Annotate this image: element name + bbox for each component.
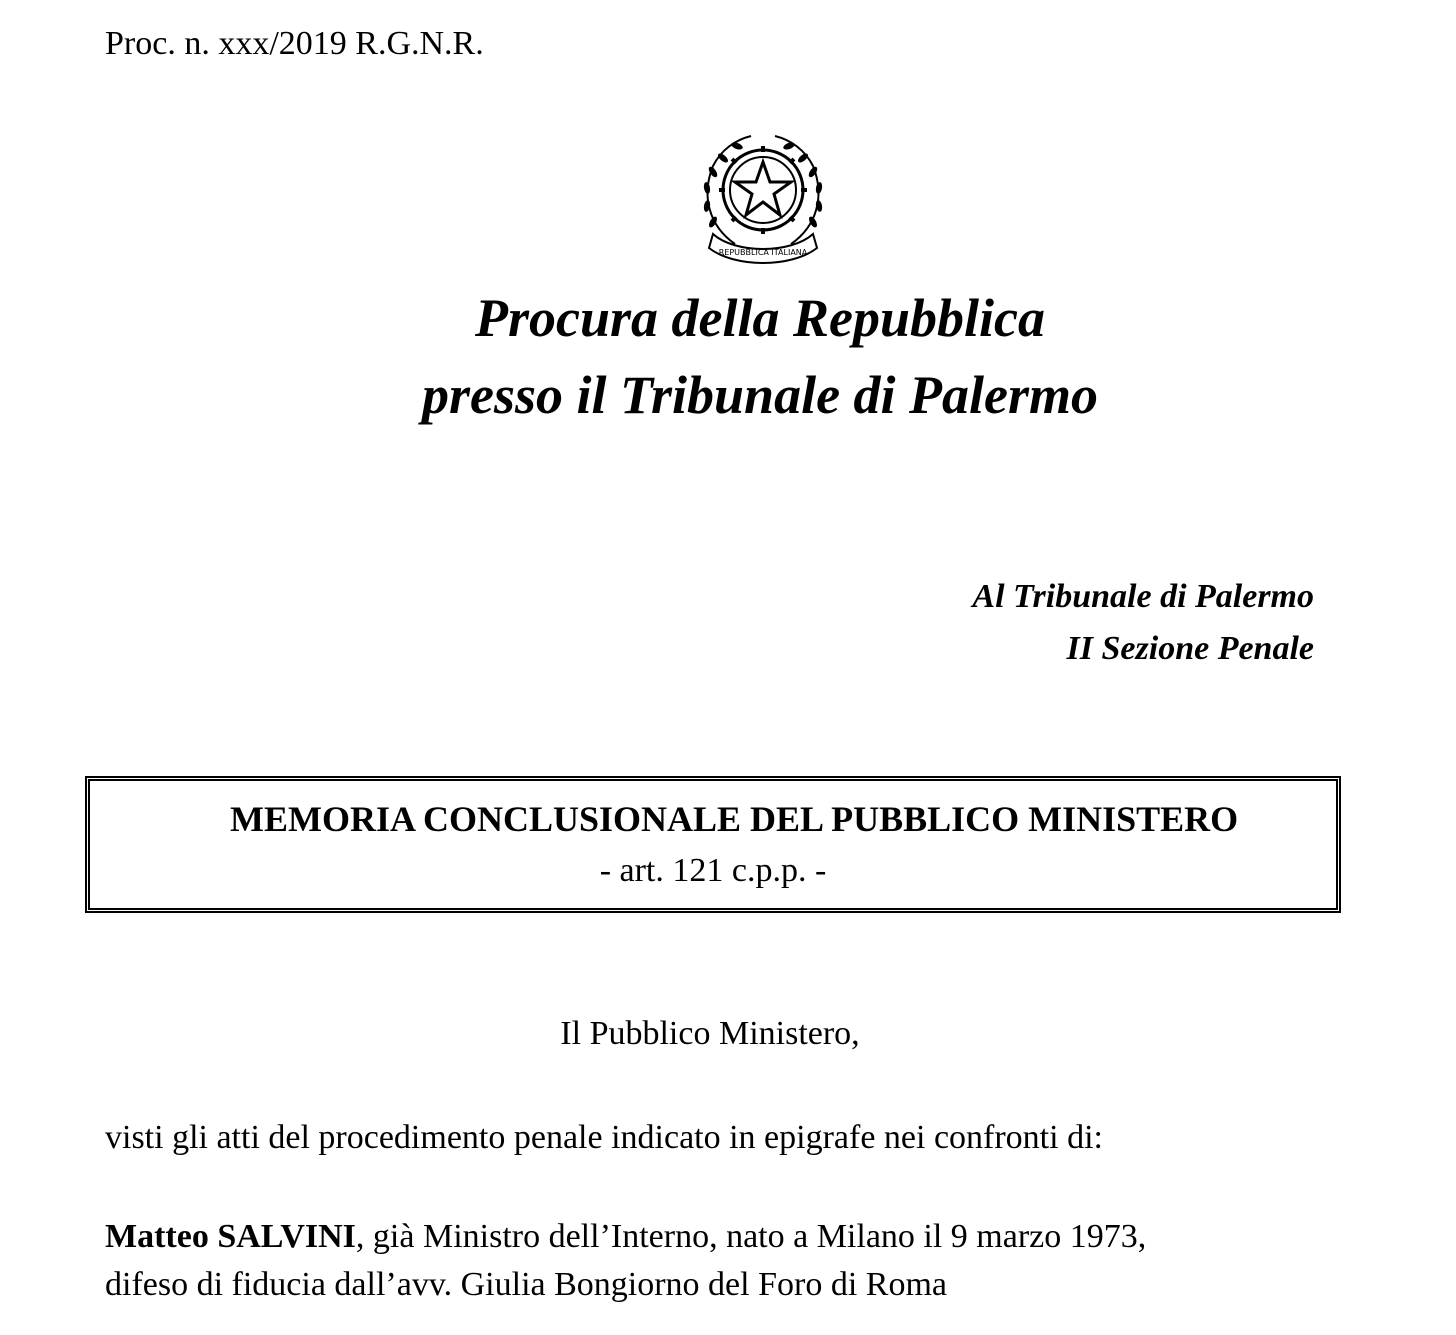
document-title-box — [85, 776, 1341, 913]
emblem-ring-text: REPUBBLICA ITALIANA — [718, 248, 808, 257]
salutation: Il Pubblico Ministero, — [560, 1015, 860, 1052]
office-title-line1: Procura della Repubblica — [475, 288, 1045, 348]
intro-paragraph: visti gli atti del procedimento penale indicato in epigrafe nei confronti di: — [105, 1119, 1103, 1156]
defendant-counsel: difeso di fiducia dall’avv. Giulia Bongiorno del Foro di Roma — [105, 1266, 947, 1303]
proc-number: Proc. n. xxx/2019 R.G.N.R. — [105, 25, 484, 62]
defendant-details: , già Ministro dell’Interno, nato a Milano il 9 marzo 1973, — [355, 1218, 1147, 1255]
office-title-line2: presso il Tribunale di Palermo — [421, 365, 1099, 425]
document-subtitle: - art. 121 c.p.p. - — [599, 852, 827, 889]
document-title: MEMORIA CONCLUSIONALE DEL PUBBLICO MINISTERO — [230, 799, 1239, 839]
addressee-section: II Sezione Penale — [1066, 630, 1314, 667]
defendant-line — [105, 1215, 1146, 1259]
italian-republic-emblem-icon — [695, 122, 831, 272]
defendant-name: Matteo SALVINI — [105, 1218, 356, 1255]
addressee-court: Al Tribunale di Palermo — [972, 578, 1314, 615]
